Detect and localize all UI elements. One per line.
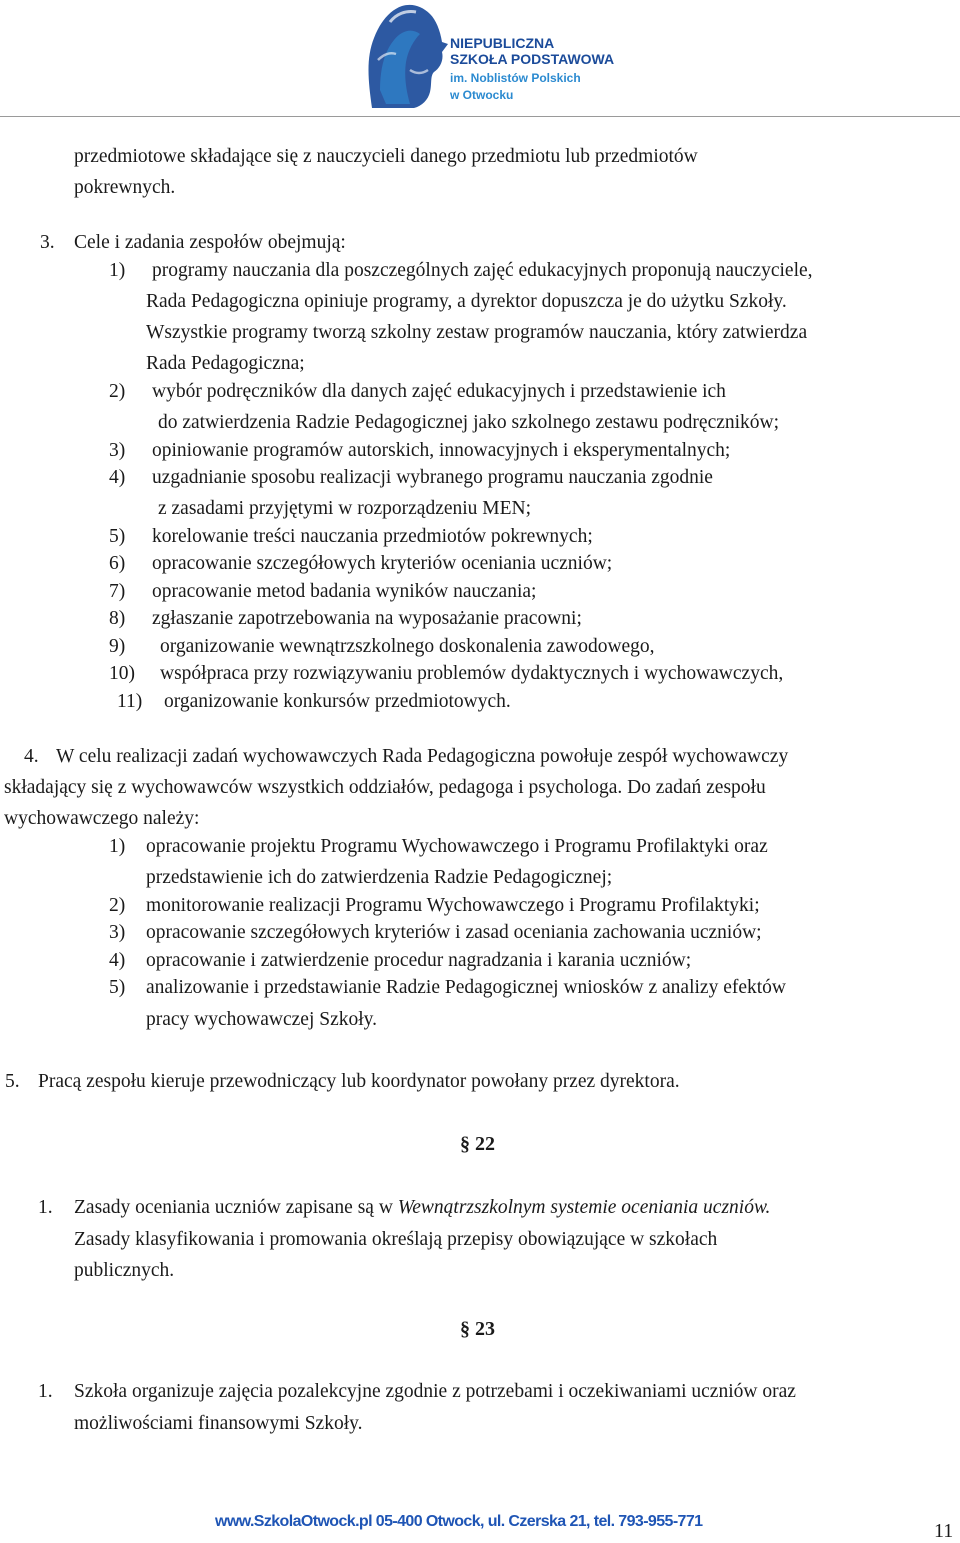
point-5-text: Pracą zespołu kieruje przewodniczący lub koordynator powołany przez dyrektora. — [38, 1071, 680, 1092]
p4-item-1-line: opracowanie projektu Programu Wychowawczego i Programu Profilaktyki oraz — [146, 836, 768, 857]
p4-item-1-number: 1) — [109, 836, 126, 857]
p3-item-1-line: programy nauczania dla poszczególnych zajęć edukacyjnych proponują nauczyciele, — [152, 260, 813, 281]
p3-item-11-number: 11) — [117, 691, 143, 712]
p4-item-1-line: przedstawienie ich do zatwierdzenia Radzie Pedagogicznej; — [146, 867, 613, 888]
p3-item-4-number: 4) — [109, 467, 126, 488]
s23-point-1-line: możliwościami finansowymi Szkoły. — [74, 1413, 363, 1434]
point-3-title: Cele i zadania zespołów obejmują: — [74, 232, 346, 253]
p3-item-4-line: z zasadami przyjętymi w rozporządzeniu MEN; — [158, 498, 532, 519]
s23-point-1-number: 1. — [38, 1381, 53, 1402]
school-logo-icon — [350, 0, 450, 112]
p3-item-2-line: wybór podręczników dla danych zajęć edukacyjnych i przedstawienie ich — [152, 381, 726, 402]
p4-item-3-line: opracowanie szczegółowych kryteriów i zasad oceniania zachowania uczniów; — [146, 922, 762, 943]
p3-item-1-line: Rada Pedagogiczna opiniuje programy, a dyrektor dopuszcza je do użytku Szkoły. — [146, 291, 787, 312]
p3-item-9-number: 9) — [109, 636, 126, 657]
p4-item-4-number: 4) — [109, 950, 126, 971]
s22-point-1-number: 1. — [38, 1197, 53, 1218]
school-name-line1: NIEPUBLICZNA — [450, 35, 555, 51]
p3-item-10-number: 10) — [109, 663, 135, 684]
p3-item-4-line: uzgadnianie sposobu realizacji wybranego programu nauczania zgodnie — [152, 467, 713, 488]
p3-item-1-line: Wszystkie programy tworzą szkolny zestaw programów nauczania, który zatwierdza — [146, 322, 808, 343]
p4-item-5-number: 5) — [109, 977, 126, 998]
point-4-line: W celu realizacji zadań wychowawczych Rada Pedagogiczna powołuje zespół wychowawczy — [56, 746, 789, 767]
p4-item-4-line: opracowanie i zatwierdzenie procedur nagradzania i karania uczniów; — [146, 950, 692, 971]
p4-item-3-number: 3) — [109, 922, 126, 943]
p3-item-6-line: opracowanie szczegółowych kryteriów oceniania uczniów; — [152, 553, 613, 574]
point-3-number: 3. — [40, 232, 55, 253]
p3-item-3-number: 3) — [109, 440, 126, 461]
p3-item-3-line: opiniowanie programów autorskich, innowacyjnych i eksperymentalnych; — [152, 440, 731, 461]
p3-item-8-number: 8) — [109, 608, 126, 629]
section-23-heading: § 23 — [460, 1318, 495, 1340]
point-4-number: 4. — [24, 746, 39, 767]
intro-line-1: przedmiotowe składające się z nauczycieli danego przedmiotu lub przedmiotów — [74, 146, 698, 167]
p3-item-9-line: organizowanie wewnątrzszkolnego doskonalenia zawodowego, — [160, 636, 655, 657]
header-divider — [0, 116, 960, 117]
p3-item-5-line: korelowanie treści nauczania przedmiotów pokrewnych; — [152, 526, 593, 547]
s22-point-1-line: Zasady klasyfikowania i promowania określają przepisy obowiązujące w szkołach — [74, 1229, 718, 1250]
p4-item-2-number: 2) — [109, 895, 126, 916]
p3-item-11-line: organizowanie konkursów przedmiotowych. — [164, 691, 511, 712]
point-4-line: wychowawczego należy: — [4, 808, 200, 829]
p3-item-6-number: 6) — [109, 553, 126, 574]
p3-item-2-line: do zatwierdzenia Radzie Pedagogicznej jako szkolnego zestawu podręczników; — [158, 412, 780, 433]
school-name-line4: w Otwocku — [450, 88, 514, 102]
footer-contact: www.SzkolaOtwock.pl 05-400 Otwock, ul. Czerska 21, tel. 793-955-771 — [215, 1513, 703, 1530]
p3-item-1-line: Rada Pedagogiczna; — [146, 353, 305, 374]
s22-point-1-line: publicznych. — [74, 1260, 175, 1281]
p4-item-5-line: analizowanie i przedstawianie Radzie Pedagogicznej wniosków z analizy efektów — [146, 977, 786, 998]
intro-line-2: pokrewnych. — [74, 177, 176, 198]
point-4-line: składający się z wychowawców wszystkich oddziałów, pedagoga i psychologa. Do zadań zespołu — [4, 777, 766, 798]
p3-item-7-number: 7) — [109, 581, 126, 602]
school-name-line2: SZKOŁA PODSTAWOWA — [450, 51, 615, 67]
s23-point-1-line: Szkoła organizuje zajęcia pozalekcyjne zgodnie z potrzebami i oczekiwaniami uczniów oraz — [74, 1381, 796, 1402]
p4-item-5-line: pracy wychowawczej Szkoły. — [146, 1009, 378, 1030]
s22-doc-title: Wewnątrzszkolnym systemie oceniania uczniów. — [397, 1197, 771, 1218]
school-name-line3: im. Noblistów Polskich — [450, 71, 581, 85]
page-number: 11 — [934, 1520, 954, 1542]
s22-point-1-line — [74, 1196, 770, 1220]
p3-item-5-number: 5) — [109, 526, 126, 547]
p3-item-1-number: 1) — [109, 260, 126, 281]
section-22-heading: § 22 — [460, 1133, 495, 1155]
point-5-number: 5. — [5, 1071, 20, 1092]
p3-item-10-line: współpraca przy rozwiązywaniu problemów dydaktycznych i wychowawczych, — [160, 663, 784, 684]
page-header — [0, 0, 960, 117]
p3-item-8-line: zgłaszanie zapotrzebowania na wyposażanie pracowni; — [152, 608, 582, 629]
s22-text: Zasady oceniania uczniów zapisane są w — [74, 1197, 398, 1218]
p4-item-2-line: monitorowanie realizacji Programu Wychowawczego i Programu Profilaktyki; — [146, 895, 760, 916]
p3-item-2-number: 2) — [109, 381, 126, 402]
p3-item-7-line: opracowanie metod badania wyników nauczania; — [152, 581, 537, 602]
